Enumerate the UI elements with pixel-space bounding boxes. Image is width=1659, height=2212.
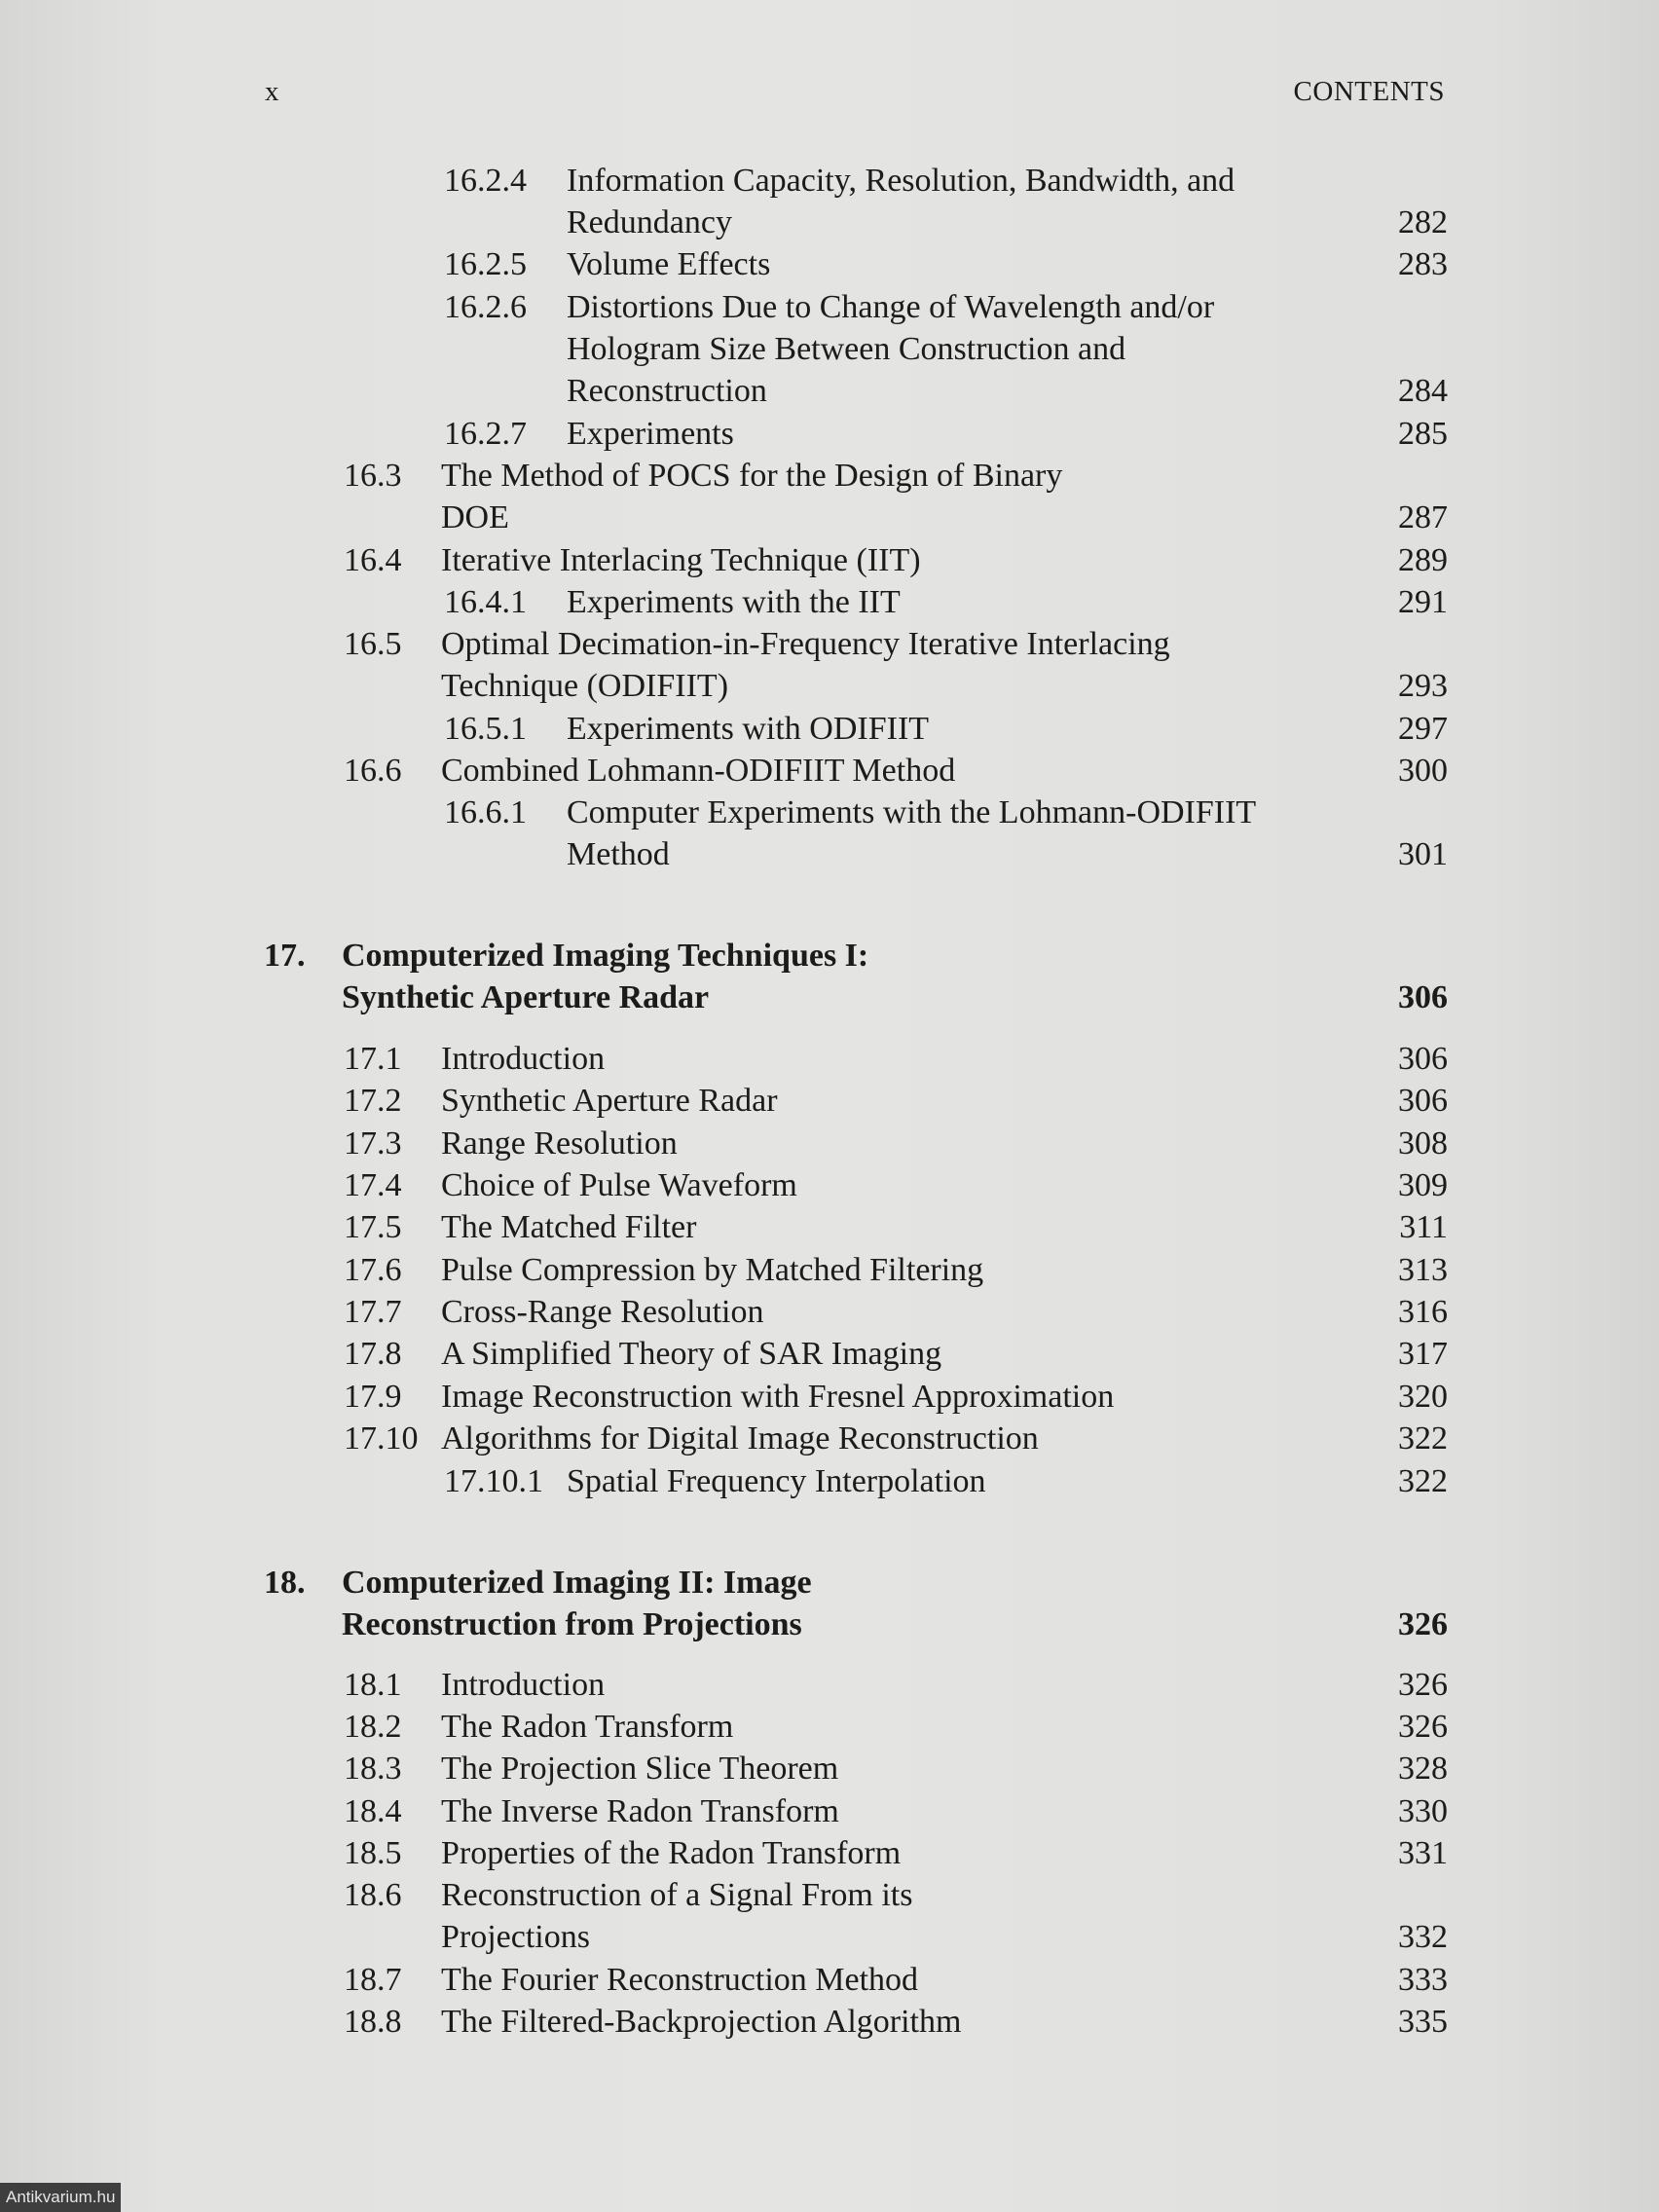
entry-title: Choice of Pulse Waveform xyxy=(441,1167,797,1203)
entry-title: Properties of the Radon Transform xyxy=(441,1835,902,1871)
entry-title: The Filtered-Backprojection Algorithm xyxy=(441,2004,962,2040)
entry-title: Computerized Imaging Techniques I: Synthetic Aperture Radar xyxy=(342,938,869,1015)
entry-title: Computerized Imaging II: Image Reconstruction from Projections xyxy=(342,1565,812,1642)
entry-title: Iterative Interlacing Technique (IIT) xyxy=(441,542,921,578)
entry-title: Cross-Range Resolution xyxy=(441,1294,764,1330)
entry-page: 313 xyxy=(1398,1252,1448,1288)
entry-number: 17.9 xyxy=(344,1379,402,1415)
entry-page: 331 xyxy=(1398,1835,1448,1871)
entry-page: 335 xyxy=(1398,2004,1448,2040)
entry-number: 16.5 xyxy=(344,626,402,662)
entry-number: 18.6 xyxy=(344,1877,402,1913)
running-title: CONTENTS xyxy=(1293,76,1445,107)
entry-number: 16.6.1 xyxy=(444,794,527,830)
entry-title: The Fourier Reconstruction Method xyxy=(441,1962,919,1998)
entry-number: 16.5.1 xyxy=(444,711,527,747)
entry-number: 18. xyxy=(264,1565,306,1601)
entry-page: 326 xyxy=(1398,1667,1448,1703)
entry-number: 17.5 xyxy=(344,1209,402,1245)
entry-page: 297 xyxy=(1398,711,1448,747)
entry-title: Image Reconstruction with Fresnel Approximation xyxy=(441,1379,1115,1415)
entry-number: 16.2.4 xyxy=(444,163,527,199)
entry-number: 16.2.6 xyxy=(444,289,527,325)
entry-number: 16.6 xyxy=(344,753,402,789)
entry-title: Distortions Due to Change of Wavelength and/or Hologram Size Between Construction and Reconstruction xyxy=(567,289,1215,409)
entry-title: Experiments xyxy=(567,416,734,452)
entry-number: 18.3 xyxy=(344,1751,402,1787)
entry-page: 322 xyxy=(1398,1420,1448,1456)
entry-number: 17.4 xyxy=(344,1167,402,1203)
entry-number: 18.7 xyxy=(344,1962,402,1998)
entry-title: Reconstruction of a Signal From its Projections xyxy=(441,1877,913,1955)
entry-number: 17.1 xyxy=(344,1041,402,1077)
entry-number: 16.3 xyxy=(344,458,402,494)
entry-title: Experiments with ODIFIIT xyxy=(567,711,930,747)
entry-title: Synthetic Aperture Radar xyxy=(441,1083,778,1119)
entry-title: Introduction xyxy=(441,1041,606,1077)
entry-page: 309 xyxy=(1398,1167,1448,1203)
entry-number: 17.6 xyxy=(344,1252,402,1288)
entry-number: 18.8 xyxy=(344,2004,402,2040)
entry-page: 330 xyxy=(1398,1793,1448,1829)
entry-number: 16.2.7 xyxy=(444,416,527,452)
entry-page: 322 xyxy=(1398,1463,1448,1499)
entry-page: 289 xyxy=(1398,542,1448,578)
watermark: Antikvarium.hu xyxy=(0,2183,121,2212)
entry-title: The Inverse Radon Transform xyxy=(441,1793,839,1829)
entry-page: 306 xyxy=(1398,1041,1448,1077)
entry-title: Experiments with the IIT xyxy=(567,584,901,620)
entry-number: 17.2 xyxy=(344,1083,402,1119)
entry-number: 17.8 xyxy=(344,1336,402,1372)
entry-page: 311 xyxy=(1399,1209,1448,1245)
entry-page: 283 xyxy=(1398,246,1448,282)
entry-page: 301 xyxy=(1398,836,1448,872)
entry-page: 287 xyxy=(1398,499,1448,535)
entry-title: The Method of POCS for the Design of Binary DOE xyxy=(441,458,1063,535)
entry-number: 16.2.5 xyxy=(444,246,527,282)
entry-page: 306 xyxy=(1398,979,1448,1015)
entry-number: 18.1 xyxy=(344,1667,402,1703)
entry-number: 17. xyxy=(264,938,306,974)
entry-number: 18.2 xyxy=(344,1709,402,1745)
entry-number: 17.10.1 xyxy=(444,1463,543,1499)
entry-page: 326 xyxy=(1398,1709,1448,1745)
entry-title: Spatial Frequency Interpolation xyxy=(567,1463,986,1499)
entry-title: The Projection Slice Theorem xyxy=(441,1751,839,1787)
entry-title: A Simplified Theory of SAR Imaging xyxy=(441,1336,942,1372)
page-number: x xyxy=(265,76,279,107)
entry-page: 333 xyxy=(1398,1962,1448,1998)
entry-page: 316 xyxy=(1398,1294,1448,1330)
entry-page: 282 xyxy=(1398,204,1448,240)
entry-page: 326 xyxy=(1398,1606,1448,1642)
entry-page: 306 xyxy=(1398,1083,1448,1119)
entry-page: 308 xyxy=(1398,1125,1448,1161)
entry-page: 291 xyxy=(1398,584,1448,620)
entry-title: Combined Lohmann-ODIFIIT Method xyxy=(441,753,956,789)
entry-page: 285 xyxy=(1398,416,1448,452)
entry-number: 17.3 xyxy=(344,1125,402,1161)
entry-number: 18.4 xyxy=(344,1793,402,1829)
entry-title: The Matched Filter xyxy=(441,1209,697,1245)
entry-title: Algorithms for Digital Image Reconstruction xyxy=(441,1420,1039,1456)
entry-number: 16.4 xyxy=(344,542,402,578)
entry-page: 328 xyxy=(1398,1751,1448,1787)
entry-number: 17.7 xyxy=(344,1294,402,1330)
entry-number: 16.4.1 xyxy=(444,584,527,620)
entry-page: 293 xyxy=(1398,668,1448,704)
entry-title: The Radon Transform xyxy=(441,1709,734,1745)
entry-page: 317 xyxy=(1398,1336,1448,1372)
entry-title: Introduction xyxy=(441,1667,606,1703)
entry-title: Optimal Decimation-in-Frequency Iterative Interlacing Technique (ODIFIIT) xyxy=(441,626,1170,704)
entry-title: Computer Experiments with the Lohmann-ODIFIIT Method xyxy=(567,794,1257,872)
entry-page: 332 xyxy=(1398,1919,1448,1955)
entry-page: 300 xyxy=(1398,753,1448,789)
entry-page: 320 xyxy=(1398,1379,1448,1415)
entry-title: Range Resolution xyxy=(441,1125,678,1161)
entry-number: 18.5 xyxy=(344,1835,402,1871)
entry-number: 17.10 xyxy=(344,1420,419,1456)
entry-title: Information Capacity, Resolution, Bandwidth, and Redundancy xyxy=(567,163,1235,240)
entry-title: Pulse Compression by Matched Filtering xyxy=(441,1252,984,1288)
entry-title: Volume Effects xyxy=(567,246,771,282)
entry-page: 284 xyxy=(1398,373,1448,409)
